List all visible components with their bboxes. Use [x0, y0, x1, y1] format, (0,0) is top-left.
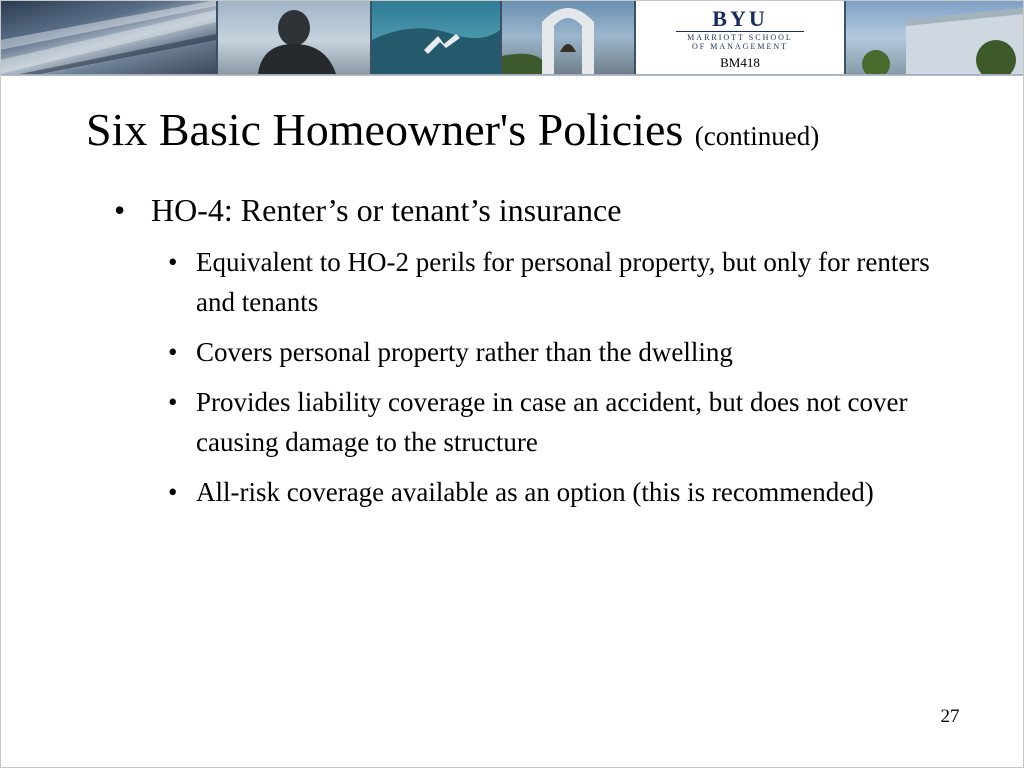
slide-title-suffix: (continued)	[694, 121, 820, 151]
sub-bullet-item	[168, 382, 936, 462]
banner-photo-statue	[218, 0, 370, 74]
course-code: BM418	[720, 55, 760, 70]
logo-school-text	[636, 33, 844, 51]
banner-photo-y-mountain	[372, 0, 500, 74]
sub-bullet-text: Equivalent to HO-2 perils for personal property, but only for renters and tenants	[196, 247, 930, 317]
banner-divider	[0, 74, 1024, 76]
sub-bullet-list	[168, 242, 934, 512]
slide-title	[86, 100, 986, 166]
bullet-dot-icon: •	[114, 192, 126, 228]
logo-brand-text: BYU	[712, 6, 768, 31]
byu-marriott-logo	[636, 0, 844, 74]
logo-school-line2: OF MANAGEMENT	[692, 42, 788, 51]
bullet-dot-icon: •	[168, 247, 178, 277]
bullet-main-text: HO-4: Renter’s or tenant’s insurance	[151, 192, 622, 228]
bullet-dot-icon: •	[168, 387, 178, 417]
banner-photo-bell-tower	[502, 0, 634, 74]
bullet-main	[114, 190, 934, 230]
sub-bullet-text: Provides liability coverage in case an accident, but does not cover causing damage to the structure	[196, 387, 908, 457]
header-banner	[0, 0, 1024, 76]
sub-bullet-item	[168, 332, 936, 372]
bullet-dot-icon: •	[168, 477, 178, 507]
bullet-list	[114, 190, 934, 522]
banner-photo-building-lines	[0, 0, 216, 74]
sub-bullet-item	[168, 242, 936, 322]
logo-school-line1: MARRIOTT SCHOOL	[687, 33, 793, 42]
sub-bullet-text: All-risk coverage available as an option (this is recommended)	[196, 477, 874, 507]
bullet-dot-icon: •	[168, 337, 178, 367]
slide-title-main: Six Basic Homeowner's Policies	[86, 104, 684, 155]
sub-bullet-text: Covers personal property rather than the dwelling	[196, 337, 733, 367]
banner-photo-campus-building	[846, 0, 1024, 74]
sub-bullet-item	[168, 472, 936, 512]
logo-rule	[676, 31, 804, 32]
page-number: 27	[940, 706, 960, 727]
